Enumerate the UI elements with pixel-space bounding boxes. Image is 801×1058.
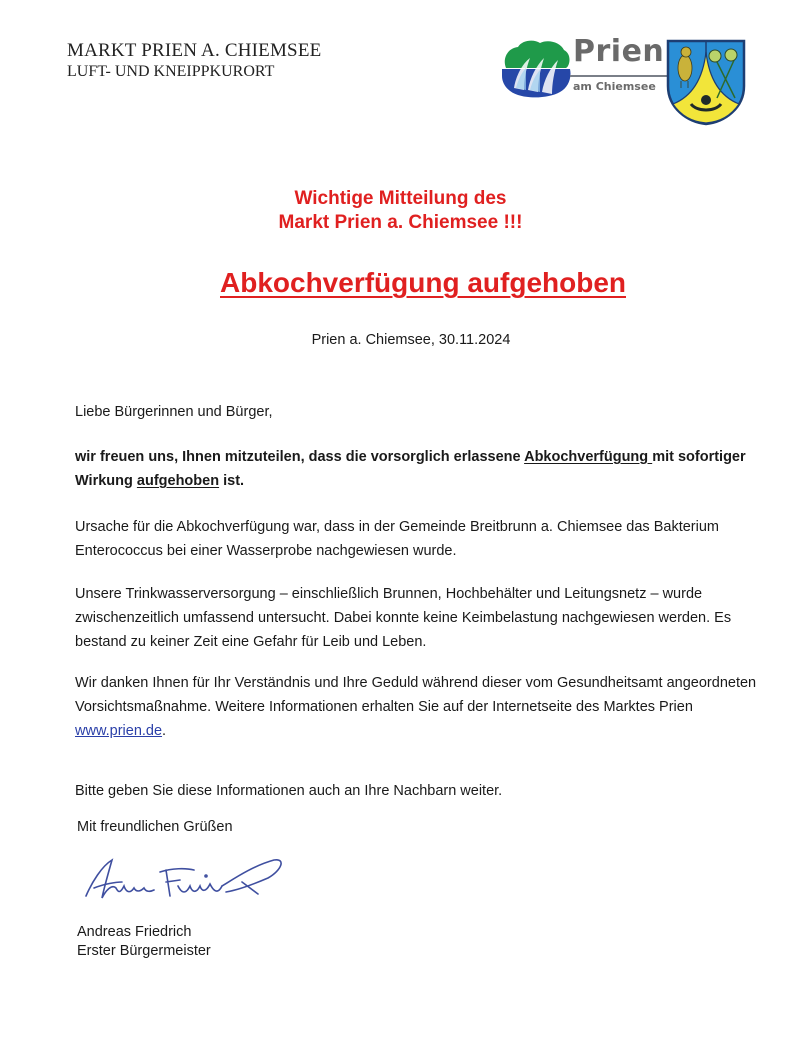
notice-line-1: Wichtige Mitteilung des — [294, 188, 507, 209]
prien-wave-logo-icon — [500, 38, 572, 100]
letterhead-title: MARKT PRIEN A. CHIEMSEE — [67, 40, 322, 61]
logo-wordmark: Prien — [573, 34, 665, 69]
letterhead-subtitle: LUFT- UND KNEIPPKURORT — [67, 63, 275, 80]
prien-logo — [500, 34, 668, 106]
thanks-paragraph — [75, 671, 775, 743]
announcement-text-2: mit sofortiger Wirkung — [75, 449, 746, 489]
closing: Mit freundlichen Grüßen — [77, 819, 233, 835]
inspection-paragraph: Unsere Trinkwasserversorgung – einschließlich Brunnen, Hochbehälter und Leitungsnetz – wurde zwischenzeitlich umfassend untersucht. Dabei konnte keine Keimbelastung nachgewiesen werden. Es bestand zu keiner Zeit eine Gefahr für Leib und Leben. — [75, 586, 732, 650]
website-link[interactable]: www.prien.de — [75, 723, 163, 739]
announcement-text-1: wir freuen uns, Ihnen mitzuteilen, dass die vorsorglich erlassene — [75, 449, 525, 465]
announcement-text-3: ist. — [219, 473, 245, 489]
announcement-underlined-2: aufgehoben — [136, 473, 220, 489]
headline: Abkochverfügung aufgehoben — [220, 267, 626, 298]
salutation: Liebe Bürgerinnen und Bürger, — [75, 404, 273, 420]
share-paragraph: Bitte geben Sie diese Informationen auch an Ihre Nachbarn weiter. — [75, 783, 503, 799]
announcement-underlined-1: Abkochverfügung — [524, 449, 653, 465]
cause-paragraph: Ursache für die Abkochverfügung war, dass in der Gemeinde Breitbrunn a. Chiemsee das Bakterium Enterococcus bei einer Wasserprobe nachgewiesen wurde. — [75, 519, 719, 559]
signer-name: Andreas Friedrich — [77, 924, 192, 940]
important-notice-heading — [0, 187, 801, 235]
thanks-end: . — [162, 723, 167, 739]
signer-block — [77, 923, 211, 961]
notice-line-2: Markt Prien a. Chiemsee !!! — [278, 212, 523, 233]
signer-role: Erster Bürgermeister — [77, 943, 211, 959]
letterhead — [67, 40, 321, 81]
thanks-text: Wir danken Ihnen für Ihr Verständnis und Ihre Geduld während dieser vom Gesundheitsamt angeordneten Vorsichtsmaßnahme. Weitere Informationen erhalten Sie auf der Internetseite des Marktes Prien — [75, 675, 761, 715]
logo-subtitle: am Chiemsee — [573, 80, 656, 93]
coat-of-arms-icon — [665, 38, 747, 126]
handwritten-signature — [82, 852, 287, 907]
logo-divider — [570, 75, 668, 77]
announcement-paragraph — [75, 445, 775, 493]
place-date: Prien a. Chiemsee, 30.11.2024 — [311, 332, 511, 348]
